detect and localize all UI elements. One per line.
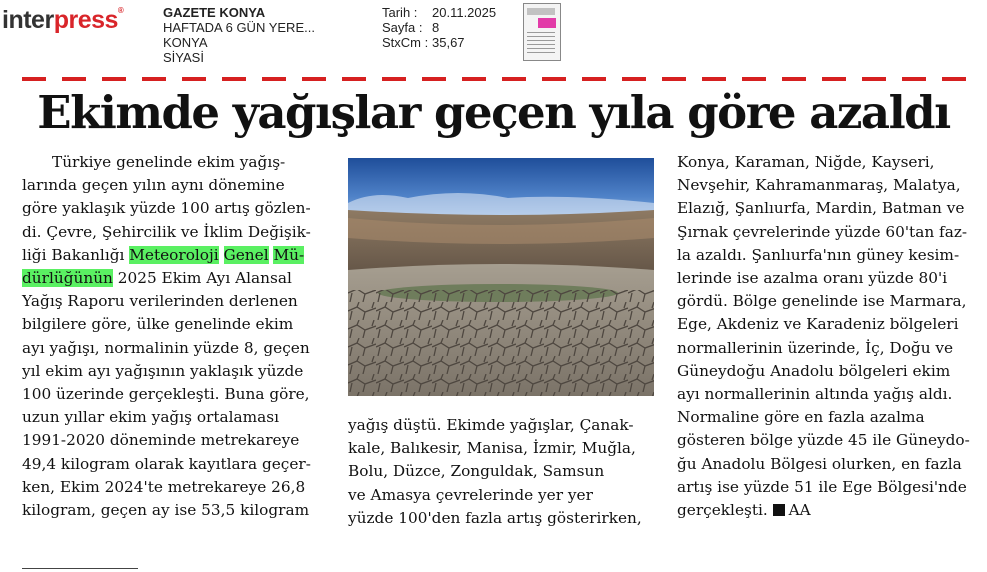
highlighted-word: Meteoroloji — [129, 245, 219, 264]
text-line: göre yaklaşık yüzde 100 artış gözlen- — [22, 199, 311, 218]
text-line: lerinde ise azalma oranı yüzde 80'i — [677, 269, 948, 288]
text-line: Elazığ, Şanlıurfa, Mardin, Batman ve — [677, 199, 965, 218]
text-line: Ege, Akdeniz ve Karadeniz bölgeleri — [677, 315, 959, 334]
text-line — [677, 499, 983, 522]
text-line: yağış düştü. Ekimde yağışlar, Çanak- — [348, 416, 634, 434]
dashed-divider — [22, 77, 980, 81]
text-line: ayı yağışı, normalinin yüzde 8, geçen — [22, 338, 310, 357]
text-line: Türkiye genelinde ekim yağış- — [52, 153, 286, 171]
text-line: uzun yıllar ekim yağış ortalaması — [22, 408, 279, 427]
text-line: ayı normallerinin altında yağış aldı. — [677, 385, 953, 404]
logo-part-press: press — [53, 6, 118, 34]
article-title: Ekimde yağışlar geçen yıla göre azaldı — [37, 86, 950, 139]
text-line: Güneydoğu Anadolu bölgeleri ekim — [677, 361, 951, 380]
highlighted-word: Mü- — [273, 245, 305, 264]
publication-name: GAZETE KONYA — [163, 5, 266, 20]
text-line: Konya, Karaman, Niğde, Kayseri, — [677, 153, 935, 171]
text-line: ken, Ekim 2024'te metrekareye 26,8 — [22, 477, 306, 496]
registered-mark: ® — [117, 6, 124, 15]
text-line: di. Çevre, Şehircilik ve İklim Değişik- — [22, 222, 311, 241]
field-value: 20.11.2025 — [432, 5, 497, 20]
end-mark-icon — [773, 504, 785, 516]
field-value: 35,67 — [432, 35, 465, 50]
field-date — [382, 5, 496, 20]
article-photo-dry-lakebed — [348, 158, 654, 396]
text-line: gördü. Bölge genelinde ise Marmara, — [677, 292, 967, 311]
text-line: bilgilere göre, ülke genelinde ekim — [22, 315, 294, 334]
text-line: Bolu, Düzce, Zonguldak, Samsun — [348, 462, 605, 481]
publication-frequency: HAFTADA 6 GÜN YERE... — [163, 20, 315, 35]
field-label: Sayfa : — [382, 20, 423, 35]
page-thumbnail[interactable] — [523, 3, 561, 61]
text-line: ve Amasya çevrelerinde yer yer — [348, 485, 593, 504]
field-label: Tarih : — [382, 5, 418, 20]
text-line: yıl ekim ayı yağışının yaklaşık yüzde — [22, 361, 304, 380]
text-line: Nevşehir, Kahramanmaraş, Malatya, — [677, 176, 961, 195]
publication-section: SİYASİ — [163, 50, 204, 65]
text-fragment: 2025 Ekim Ayı Alansal — [112, 269, 292, 288]
text-line: larında geçen yılın aynı dönemine — [22, 176, 285, 195]
source-credit: AA — [788, 501, 811, 520]
text-line: la azaldı. Şanlıurfa'nın güney kesim- — [677, 245, 960, 264]
text-line: yüzde 100'den fazla artış gösterirken, — [348, 508, 642, 527]
article-column-1 — [22, 151, 322, 522]
text-line: ğu Anadolu Bölgesi olurken, en fazla — [677, 454, 962, 473]
text-line: 100 üzerinde gerçekleşti. Buna göre, — [22, 385, 310, 404]
text-line: kilogram, geçen ay ise 53,5 kilogram — [22, 501, 310, 520]
text-fragment: gerçekleşti. — [677, 501, 768, 520]
field-stxcm — [382, 35, 496, 50]
publication-info — [163, 5, 315, 65]
publication-city: KONYA — [163, 35, 208, 50]
article-column-3 — [677, 151, 983, 522]
text-line — [22, 267, 322, 290]
text-fragment: liği Bakanlığı — [22, 245, 130, 264]
text-line: Normaline göre en fazla azalma — [677, 408, 925, 427]
text-line: artış ise yüzde 51 ile Ege Bölgesi'nde — [677, 477, 967, 496]
text-line: normallerinin üzerinde, İç, Doğu ve — [677, 338, 954, 357]
field-page — [382, 20, 496, 35]
text-line: 49,4 kilogram olarak kayıtlara geçer- — [22, 454, 311, 473]
article-column-2 — [348, 414, 648, 530]
text-line: Yağış Raporu verilerinden derlenen — [22, 292, 298, 311]
interpress-logo — [2, 6, 123, 35]
text-line: 1991-2020 döneminde metrekareye — [22, 431, 300, 450]
text-line: gösteren bölge yüzde 45 ile Güneydo- — [677, 431, 970, 450]
text-line: Şırnak çevrelerinde yüzde 60'tan faz- — [677, 222, 968, 241]
field-label: StxCm : — [382, 35, 429, 50]
logo-part-inter: inter — [2, 6, 54, 34]
text-line — [22, 244, 322, 267]
highlighted-word: dürlüğünün — [22, 269, 113, 288]
footer-rule — [22, 568, 138, 569]
field-value: 8 — [432, 20, 440, 35]
text-line: kale, Balıkesir, Manisa, İzmir, Muğla, — [348, 439, 636, 458]
highlighted-word: Genel — [223, 245, 269, 264]
clipping-fields — [382, 5, 496, 50]
